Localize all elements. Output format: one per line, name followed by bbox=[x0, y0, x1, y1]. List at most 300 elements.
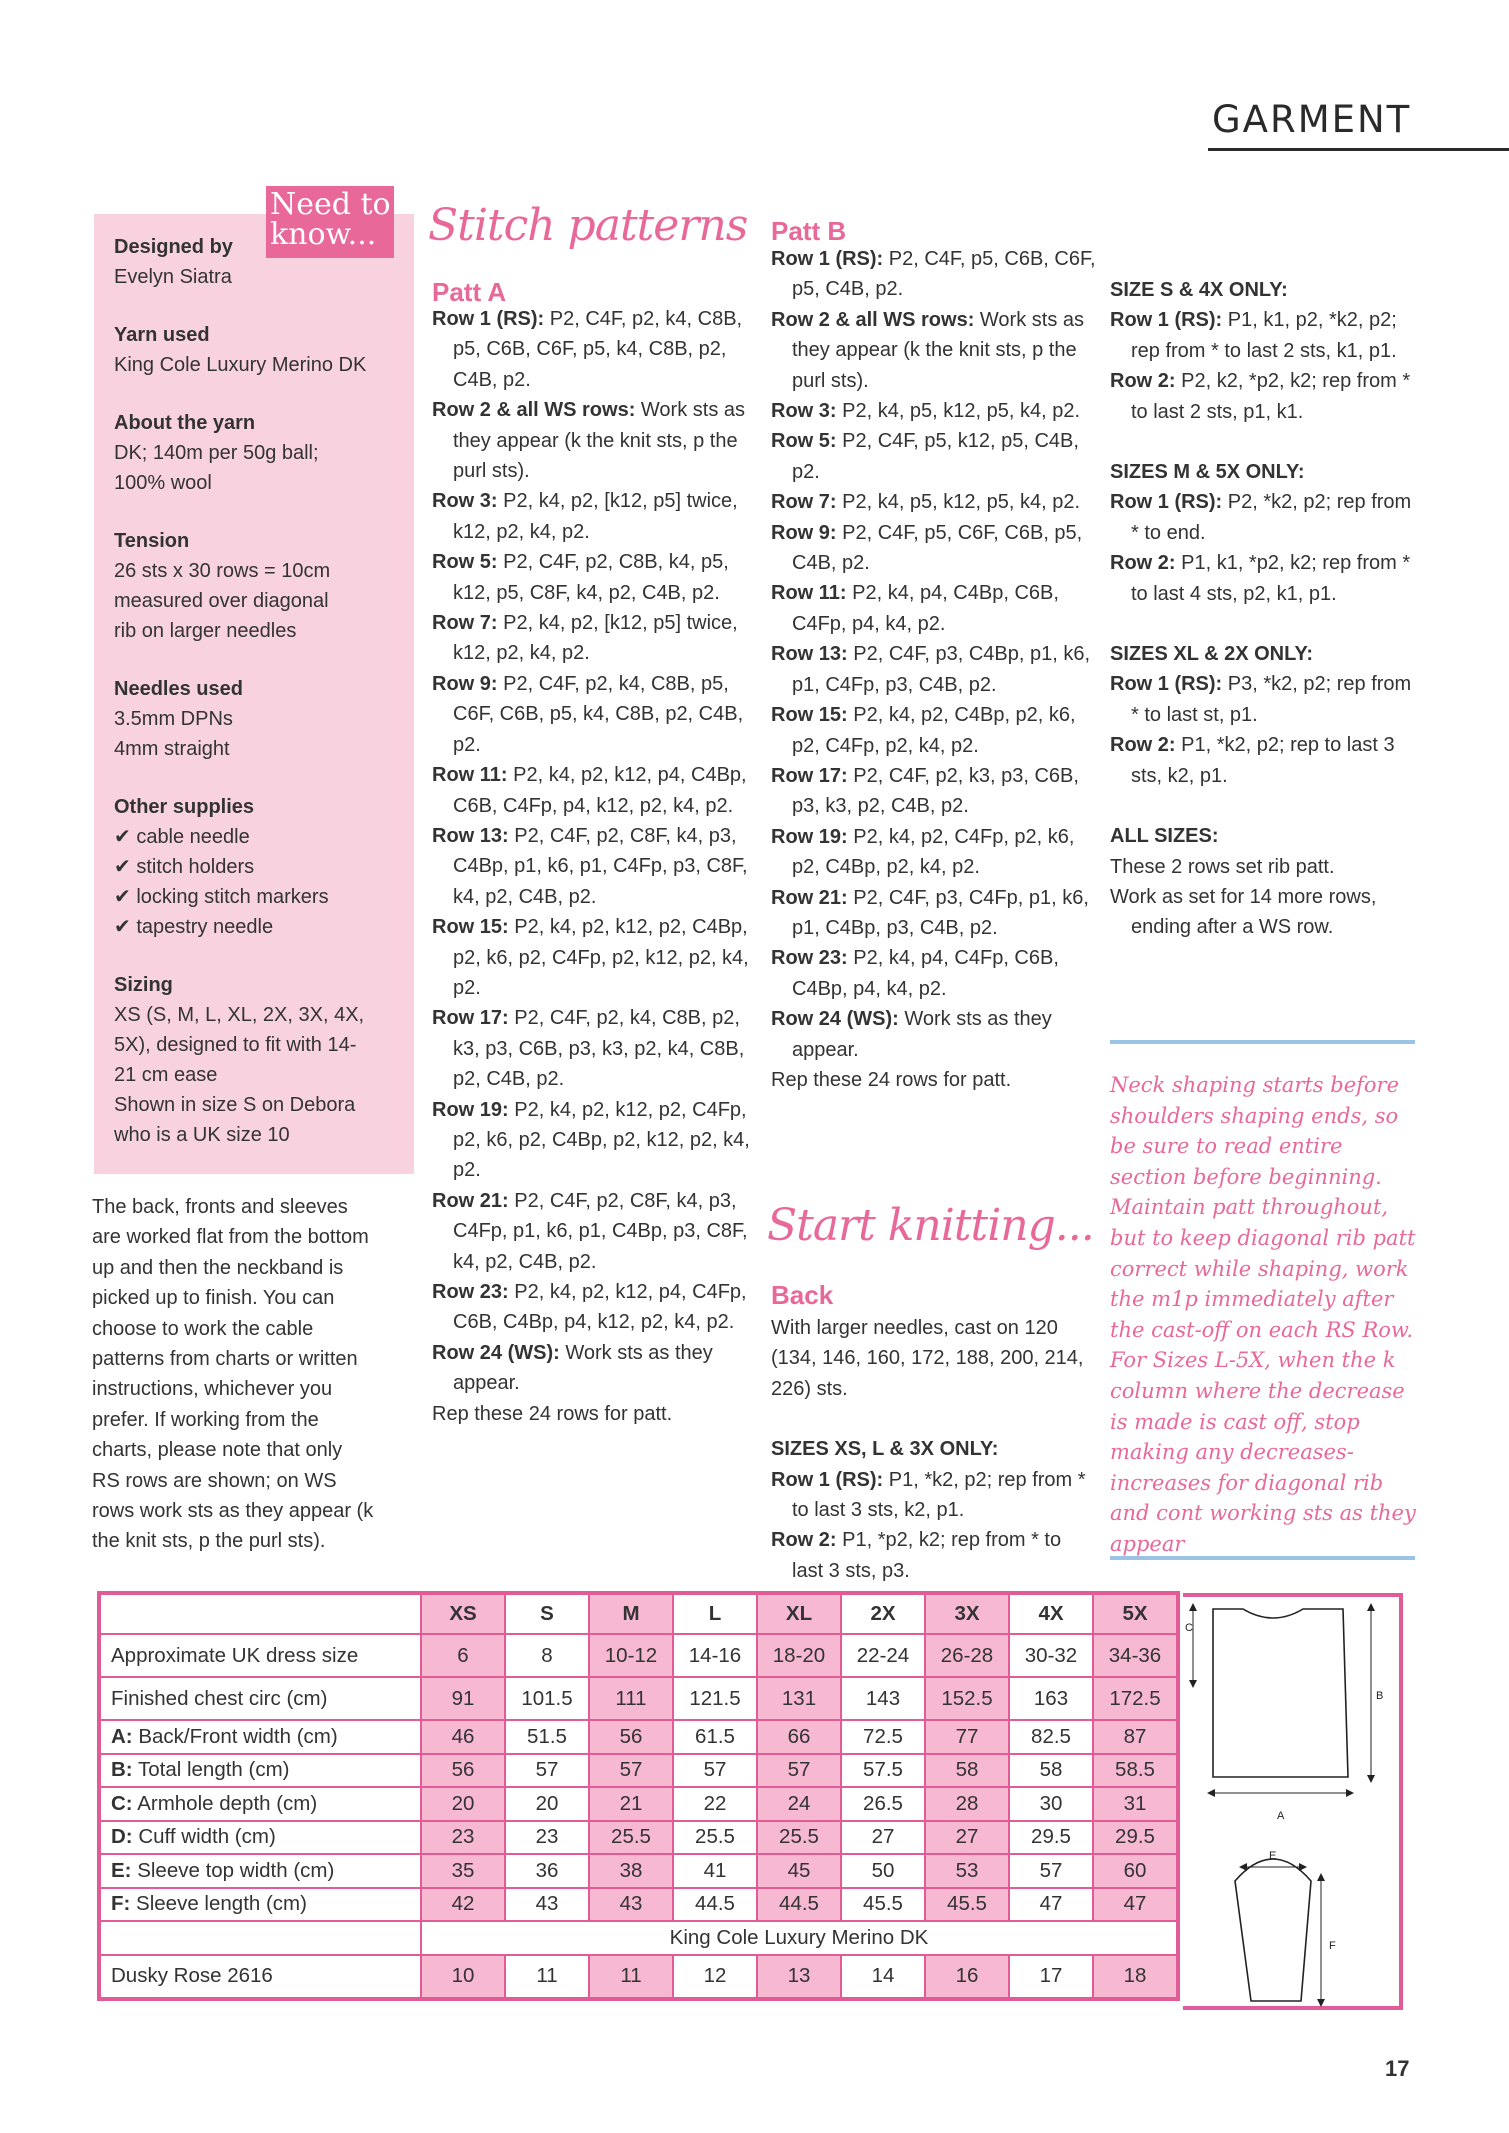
patt-row bbox=[432, 912, 757, 1003]
patt-row bbox=[1110, 548, 1415, 609]
table-cell: 45 bbox=[757, 1854, 841, 1888]
arrow-icon bbox=[1299, 1863, 1307, 1871]
table-cell: 34-36 bbox=[1093, 1634, 1178, 1677]
measure-letter: D: bbox=[111, 1825, 133, 1849]
tension-line: rib on larger needles bbox=[114, 620, 297, 642]
table-cell: 43 bbox=[589, 1888, 673, 1922]
row-text: P2, C4F, p2, C8F, k4, p3, C4Fp, p1, k6, p1, C4Bp, p3, C8F, k4, p2, C4B, p2. bbox=[453, 1189, 748, 1273]
table-cell: 21 bbox=[589, 1787, 673, 1821]
table-cell: 57.5 bbox=[841, 1754, 925, 1788]
patt-row bbox=[1110, 366, 1415, 427]
measure-name: Total length (cm) bbox=[132, 1758, 290, 1782]
patt-a-footer: Rep these 24 rows for patt. bbox=[432, 1402, 673, 1425]
row-label: Row 23: bbox=[771, 947, 848, 970]
table-cell: 36 bbox=[505, 1854, 589, 1888]
table-cell: 47 bbox=[1093, 1888, 1178, 1922]
table-cell: 44.5 bbox=[673, 1888, 757, 1922]
table-cell: 26.5 bbox=[841, 1787, 925, 1821]
table-cell: 22-24 bbox=[841, 1634, 925, 1677]
row-text: P2, k4, p4, C4Fp, C6B, C4Bp, p4, k4, p2. bbox=[792, 947, 1059, 1000]
measure-name: Back/Front width (cm) bbox=[132, 1724, 338, 1748]
row-label-cell bbox=[99, 1720, 421, 1754]
table-row bbox=[99, 1854, 1178, 1888]
table-cell: 57 bbox=[1009, 1854, 1093, 1888]
table-cell: 12 bbox=[673, 1955, 757, 1999]
supplies-group bbox=[114, 792, 404, 942]
sizing-group bbox=[114, 970, 404, 1150]
intro-line: RS rows are shown; on WS bbox=[92, 1469, 337, 1492]
row-label: Row 13: bbox=[432, 824, 509, 847]
spacer bbox=[1110, 791, 1415, 821]
size-header: 5X bbox=[1093, 1593, 1178, 1634]
table-cell: 10 bbox=[421, 1955, 505, 1999]
table-cell: 51.5 bbox=[505, 1720, 589, 1754]
schematic-diagram bbox=[1183, 1593, 1403, 2010]
table-cell: 152.5 bbox=[925, 1677, 1009, 1720]
neck-shaping-tip: Neck shaping starts before shoulders shaping ends, so be sure to read entire section before beginning. Maintain patt throughout, but to keep diagonal rib patt correct while shaping, work the m1p immediately after the cast-off on each RS Row. For Sizes L-5X, when the k column where the decrease is made is cast off, stop making any decreases-increases for diagonal rib and cont working sts as they appear bbox=[1110, 1073, 1416, 1556]
patt-row bbox=[771, 396, 1096, 426]
spacer bbox=[1110, 215, 1415, 245]
stitch-patterns-title: Stitch patterns bbox=[428, 200, 748, 251]
designer-heading: Designed by bbox=[114, 236, 233, 258]
table-cell: 23 bbox=[421, 1821, 505, 1855]
row-text: P2, C4F, p2, k4, C8B, p2, k3, p3, C6B, p3, k3, p2, k4, C8B, p2, C4B, p2. bbox=[453, 1007, 745, 1091]
table-cell: 143 bbox=[841, 1677, 925, 1720]
row-label: Row 3: bbox=[432, 490, 498, 513]
patt-row bbox=[771, 1004, 1096, 1065]
table-cell: 56 bbox=[421, 1754, 505, 1788]
patt-a-heading: Patt A bbox=[432, 277, 507, 307]
table-cell: 172.5 bbox=[1093, 1677, 1178, 1720]
row-label: Row 1 (RS): bbox=[771, 248, 884, 270]
body-outline bbox=[1213, 1609, 1348, 1777]
row-label: Row 11: bbox=[432, 764, 508, 787]
size-header: L bbox=[673, 1593, 757, 1634]
table-cell: 22 bbox=[673, 1787, 757, 1821]
table-cell: 14 bbox=[841, 1955, 925, 1999]
row-label: Row 2: bbox=[771, 1529, 837, 1552]
table-cell: 87 bbox=[1093, 1720, 1178, 1754]
table-cell: 57 bbox=[589, 1754, 673, 1788]
row-text: P2, C4F, p5, C6F, C6B, p5, C4B, p2. bbox=[792, 521, 1083, 575]
measure-name: Approximate UK dress size bbox=[111, 1643, 359, 1667]
row-label: Row 19: bbox=[771, 825, 848, 848]
row-text: P2, k4, p2, C4Bp, p2, k6, p2, C4Fp, p2, k4, p2. bbox=[792, 704, 1076, 757]
colour-label: Dusky Rose 2616 bbox=[99, 1955, 421, 1999]
patt-row bbox=[771, 883, 1096, 944]
sizing-line: Shown in size S on Debora bbox=[114, 1094, 356, 1116]
yarn-heading: Yarn used bbox=[114, 324, 210, 346]
tension-line: measured over diagonal bbox=[114, 590, 329, 612]
row-text: P2, k4, p5, k12, p5, k4, p2. bbox=[836, 491, 1081, 514]
row-label: Row 2: bbox=[1110, 734, 1176, 757]
row-text: P2, k2, *p2, k2; rep from * to last 2 sts, p1, k1. bbox=[1131, 370, 1411, 423]
table-cell: 13 bbox=[757, 1955, 841, 1999]
intro-line: patterns from charts or written bbox=[92, 1348, 358, 1371]
row-label: Row 3: bbox=[771, 400, 837, 423]
intro-line: the knit sts, p the purl sts). bbox=[92, 1530, 326, 1553]
table-cell: 57 bbox=[757, 1754, 841, 1788]
all-sizes-line: Work as set for 14 more rows, ending after a WS row. bbox=[1110, 885, 1377, 939]
table-cell: 30 bbox=[1009, 1787, 1093, 1821]
patt-row bbox=[771, 487, 1096, 517]
yarn-name-cell: King Cole Luxury Merino DK bbox=[421, 1921, 1178, 1955]
measure-letter: B: bbox=[111, 1758, 133, 1782]
sleeve-outline bbox=[1235, 1859, 1311, 2001]
supply-item: ✔ stitch holders bbox=[114, 856, 255, 878]
spacer bbox=[1110, 245, 1415, 275]
patt-row bbox=[1110, 730, 1415, 791]
measure-letter: E: bbox=[111, 1858, 132, 1882]
section-tag: GARMENT bbox=[1212, 98, 1412, 141]
tension-group bbox=[114, 526, 404, 646]
yarn-group bbox=[114, 320, 404, 380]
measure-letter: C: bbox=[111, 1791, 133, 1815]
table-cell: 28 bbox=[925, 1787, 1009, 1821]
table-row bbox=[99, 1677, 1178, 1720]
table-cell: 44.5 bbox=[757, 1888, 841, 1922]
needles-line: 3.5mm DPNs bbox=[114, 708, 233, 730]
table-cell: 17 bbox=[1009, 1955, 1093, 1999]
section-rule bbox=[1208, 148, 1509, 151]
about-yarn-line: 100% wool bbox=[114, 472, 212, 494]
row-text: Work sts as they appear. bbox=[792, 1008, 1052, 1061]
designer-name: Evelyn Siatra bbox=[114, 266, 232, 288]
patt-row bbox=[432, 486, 757, 547]
label-e: E bbox=[1269, 1850, 1277, 1862]
table-cell: 25.5 bbox=[757, 1821, 841, 1855]
arrow-icon bbox=[1189, 1680, 1197, 1688]
table-cell: 46 bbox=[421, 1720, 505, 1754]
row-text: P2, C4F, p2, C8B, k4, p5, k12, p5, C8F, k4, p2, C4B, p2. bbox=[453, 551, 729, 604]
row-label: Row 7: bbox=[432, 612, 498, 635]
row-text: Work sts as they appear (k the knit sts, p the purl sts). bbox=[453, 399, 746, 483]
row-text: Work sts as they appear (k the knit sts, p the purl sts). bbox=[792, 308, 1085, 392]
table-cell: 20 bbox=[421, 1787, 505, 1821]
row-text: P1, *p2, k2; rep from * to last 3 sts, p3. bbox=[792, 1529, 1062, 1582]
patt-b-instructions bbox=[771, 244, 1096, 1095]
table-cell: 6 bbox=[421, 1634, 505, 1677]
badge-line-1: Need to bbox=[270, 187, 391, 222]
about-yarn-group bbox=[114, 408, 404, 498]
row-text: P2, k4, p2, k12, p2, C4Bp, p2, k6, p2, C4Fp, p2, k12, p2, k4, p2. bbox=[453, 916, 749, 999]
needles-line: 4mm straight bbox=[114, 738, 230, 760]
garment-schematic bbox=[1183, 1597, 1399, 2010]
patt-row bbox=[1110, 305, 1415, 366]
table-cell: 101.5 bbox=[505, 1677, 589, 1720]
row-text: P1, *k2, p2; rep from * to last 3 sts, k2, p1. bbox=[792, 1468, 1086, 1522]
table-cell: 38 bbox=[589, 1854, 673, 1888]
row-text: P2, k4, p4, C4Bp, C6B, C4Fp, p4, k4, p2. bbox=[792, 582, 1059, 635]
row-label: Row 9: bbox=[432, 672, 498, 695]
about-yarn-heading: About the yarn bbox=[114, 412, 256, 434]
table-cell: 41 bbox=[673, 1854, 757, 1888]
all-sizes-heading: ALL SIZES: bbox=[1110, 825, 1219, 848]
row-label-cell bbox=[99, 1888, 421, 1922]
arrow-icon bbox=[1317, 1873, 1325, 1881]
table-cell: 16 bbox=[925, 1955, 1009, 1999]
spacer bbox=[771, 1404, 1096, 1434]
row-label: Row 5: bbox=[771, 430, 837, 453]
patt-a-instructions bbox=[432, 304, 757, 1429]
patt-row bbox=[432, 1277, 757, 1338]
table-cell: 50 bbox=[841, 1854, 925, 1888]
sizes-xl-2x-heading: SIZES XL & 2X ONLY: bbox=[1110, 643, 1314, 666]
measure-name: Sleeve top width (cm) bbox=[131, 1858, 335, 1882]
intro-line: prefer. If working from the bbox=[92, 1408, 319, 1431]
row-label: Row 2 & all WS rows: bbox=[771, 308, 975, 331]
patt-row bbox=[1110, 669, 1415, 730]
row-label: Row 24 (WS): bbox=[432, 1341, 560, 1364]
table-cell: 66 bbox=[757, 1720, 841, 1754]
patt-row bbox=[432, 395, 757, 486]
table-cell: 56 bbox=[589, 1720, 673, 1754]
row-label-cell bbox=[99, 1677, 421, 1720]
row-text: P1, k1, *p2, k2; rep from * to last 4 sts, p2, k1, p1. bbox=[1131, 552, 1411, 605]
patt-row bbox=[771, 305, 1096, 396]
sizing-line: 5X), designed to fit with 14- bbox=[114, 1034, 357, 1056]
intro-line: charts, please note that only bbox=[92, 1439, 343, 1462]
row-label: Row 15: bbox=[432, 916, 509, 939]
needles-heading: Needles used bbox=[114, 678, 243, 700]
sizing-heading: Sizing bbox=[114, 974, 173, 996]
intro-line: are worked flat from the bottom bbox=[92, 1226, 369, 1249]
intro-line: choose to work the cable bbox=[92, 1317, 314, 1340]
patt-row bbox=[432, 821, 757, 912]
patt-row bbox=[771, 426, 1096, 487]
patt-b-footer: Rep these 24 rows for patt. bbox=[771, 1068, 1012, 1091]
row-label: Row 17: bbox=[771, 764, 848, 787]
table-cell: 47 bbox=[1009, 1888, 1093, 1922]
table-cell: 29.5 bbox=[1009, 1821, 1093, 1855]
patt-row bbox=[771, 244, 1096, 305]
sizes-xs-l-3x-heading: SIZES XS, L & 3X ONLY: bbox=[771, 1438, 999, 1461]
about-yarn-line: DK; 140m per 50g ball; bbox=[114, 442, 319, 464]
size-header: M bbox=[589, 1593, 673, 1634]
row-label-cell bbox=[99, 1787, 421, 1821]
row-label: Row 11: bbox=[771, 582, 847, 605]
intro-line: up and then the neckband is bbox=[92, 1256, 344, 1279]
back-cast-on: With larger needles, cast on 120 (134, 146, 160, 172, 188, 200, 214, 226) sts. bbox=[771, 1317, 1084, 1400]
sidebar-content bbox=[114, 232, 404, 1178]
measure-name: Finished chest circ (cm) bbox=[111, 1686, 328, 1710]
patt-row bbox=[432, 760, 757, 821]
table-cell: 111 bbox=[589, 1677, 673, 1720]
label-b: B bbox=[1376, 1690, 1384, 1702]
row-label-cell bbox=[99, 1634, 421, 1677]
table-row bbox=[99, 1634, 1178, 1677]
size-header: 2X bbox=[841, 1593, 925, 1634]
patt-b-heading: Patt B bbox=[771, 216, 847, 246]
arrow-icon bbox=[1346, 1789, 1354, 1797]
tip-rule-bottom bbox=[1110, 1556, 1415, 1560]
label-c: C bbox=[1185, 1622, 1193, 1634]
row-text: P2, C4F, p2, k4, C8B, p5, C6F, C6B, p5, k4, C8B, p2, C4B, p2. bbox=[453, 672, 744, 756]
sizing-line: XS (S, M, L, XL, 2X, 3X, 4X, bbox=[114, 1004, 365, 1026]
row-label: Row 23: bbox=[432, 1281, 509, 1303]
table-cell: 23 bbox=[505, 1821, 589, 1855]
intro-paragraph bbox=[92, 1192, 404, 1557]
size-header-row bbox=[99, 1593, 1178, 1634]
sizes-m-5x-heading: SIZES M & 5X ONLY: bbox=[1110, 461, 1305, 484]
row-text: P2, k4, p2, k12, p4, C4Bp, C6B, C4Fp, p4, k12, p2, k4, p2. bbox=[453, 764, 747, 817]
arrow-icon bbox=[1317, 1999, 1325, 2007]
table-cell: 77 bbox=[925, 1720, 1009, 1754]
row-text: P2, k4, p5, k12, p5, k4, p2. bbox=[836, 400, 1081, 423]
badge-line-2: know... bbox=[270, 217, 377, 252]
table-cell: 72.5 bbox=[841, 1720, 925, 1754]
patt-row bbox=[432, 1186, 757, 1277]
row-text: P2, k4, p2, [k12, p5] twice, k12, p2, k4, p2. bbox=[453, 490, 738, 543]
row-label: Row 17: bbox=[432, 1007, 509, 1030]
table-cell: 18-20 bbox=[757, 1634, 841, 1677]
back-heading: Back bbox=[771, 1280, 834, 1310]
row-text: P2, k4, p2, [k12, p5] twice, k12, p2, k4, p2. bbox=[453, 612, 738, 665]
arrow-icon bbox=[1239, 1863, 1247, 1871]
row-label: Row 9: bbox=[771, 521, 837, 544]
page-number: 17 bbox=[1385, 2056, 1410, 2081]
table-cell: 18 bbox=[1093, 1955, 1178, 1999]
size-table bbox=[97, 1591, 1180, 2001]
table-cell: 8 bbox=[505, 1634, 589, 1677]
patt-row bbox=[432, 1003, 757, 1094]
table-cell: 57 bbox=[505, 1754, 589, 1788]
arrow-icon bbox=[1207, 1789, 1215, 1797]
row-text: P2, C4F, p2, k3, p3, C6B, p3, k3, p2, C4B, p2. bbox=[792, 764, 1079, 818]
table-cell: 58 bbox=[925, 1754, 1009, 1788]
row-label: Row 2: bbox=[1110, 552, 1176, 575]
row-text: P2, k4, p2, k12, p2, C4Fp, p2, k6, p2, C4Bp, p2, k12, p2, k4, p2. bbox=[453, 1098, 750, 1182]
table-row bbox=[99, 1754, 1178, 1788]
table-cell: 25.5 bbox=[589, 1821, 673, 1855]
row-label: Row 13: bbox=[771, 643, 848, 666]
table-cell: 11 bbox=[505, 1955, 589, 1999]
patt-row bbox=[432, 547, 757, 608]
table-cell: 42 bbox=[421, 1888, 505, 1922]
row-label: Row 21: bbox=[771, 886, 848, 909]
patt-row bbox=[771, 1465, 1096, 1526]
row-label-cell bbox=[99, 1821, 421, 1855]
supply-item: ✔ tapestry needle bbox=[114, 916, 274, 938]
intro-line: instructions, whichever you bbox=[92, 1378, 333, 1401]
yarn-name: King Cole Luxury Merino DK bbox=[114, 354, 367, 376]
row-label: Row 1 (RS): bbox=[771, 1468, 884, 1491]
colour-row bbox=[99, 1955, 1178, 1999]
back-instructions bbox=[771, 1313, 1096, 1586]
supplies-heading: Other supplies bbox=[114, 796, 255, 818]
patt-row bbox=[771, 761, 1096, 822]
table-cell: 29.5 bbox=[1093, 1821, 1178, 1855]
patt-row bbox=[771, 943, 1096, 1004]
table-cell: 27 bbox=[841, 1821, 925, 1855]
tension-heading: Tension bbox=[114, 530, 190, 552]
size-header: XL bbox=[757, 1593, 841, 1634]
row-text: P2, C4F, p5, C6B, C6F, p5, C4B, p2. bbox=[792, 248, 1096, 301]
table-row bbox=[99, 1821, 1178, 1855]
spacer bbox=[1110, 427, 1415, 457]
row-text: P2, *k2, p2; rep from * to end. bbox=[1131, 491, 1412, 544]
table-cell: 121.5 bbox=[673, 1677, 757, 1720]
table-cell: 58.5 bbox=[1093, 1754, 1178, 1788]
row-label: Row 21: bbox=[432, 1189, 509, 1212]
row-label: Row 15: bbox=[771, 704, 848, 727]
patt-row bbox=[771, 578, 1096, 639]
patt-row bbox=[771, 639, 1096, 700]
arrow-icon bbox=[1367, 1603, 1375, 1611]
supply-item: ✔ locking stitch markers bbox=[114, 886, 329, 908]
table-cell: 30-32 bbox=[1009, 1634, 1093, 1677]
table-row bbox=[99, 1787, 1178, 1821]
table-cell: 82.5 bbox=[1009, 1720, 1093, 1754]
table-cell: 131 bbox=[757, 1677, 841, 1720]
yarn-row bbox=[99, 1921, 1178, 1955]
sizing-line: who is a UK size 10 bbox=[114, 1124, 290, 1146]
table-cell: 91 bbox=[421, 1677, 505, 1720]
patt-row bbox=[432, 304, 757, 395]
row-text: P2, C4F, p3, C4Fp, p1, k6, p1, C4Bp, p3, C4B, p2. bbox=[792, 886, 1089, 939]
table-cell: 43 bbox=[505, 1888, 589, 1922]
intro-line: The back, fronts and sleeves bbox=[92, 1196, 348, 1218]
yarn-row-blank bbox=[99, 1921, 421, 1955]
sizes-instructions bbox=[1110, 215, 1415, 943]
measure-name: Cuff width (cm) bbox=[132, 1825, 276, 1849]
size-header: S bbox=[505, 1593, 589, 1634]
arrow-icon bbox=[1367, 1775, 1375, 1783]
table-cell: 24 bbox=[757, 1787, 841, 1821]
patt-row bbox=[432, 669, 757, 760]
row-text: P2, k4, p2, k12, p4, C4Fp, C6B, C4Bp, p4, k12, p2, k4, p2. bbox=[453, 1281, 747, 1334]
patt-row bbox=[771, 518, 1096, 579]
row-label: Row 1 (RS): bbox=[1110, 491, 1223, 514]
row-label-cell bbox=[99, 1854, 421, 1888]
arrow-icon bbox=[1189, 1603, 1197, 1611]
table-cell: 10-12 bbox=[589, 1634, 673, 1677]
designer-group bbox=[114, 232, 404, 292]
table-cell: 31 bbox=[1093, 1787, 1178, 1821]
tension-line: 26 sts x 30 rows = 10cm bbox=[114, 560, 331, 582]
header-label-cell bbox=[99, 1593, 421, 1634]
needles-group bbox=[114, 674, 404, 764]
size-header: 4X bbox=[1009, 1593, 1093, 1634]
row-text: P2, C4F, p3, C4Bp, p1, k6, p1, C4Fp, p3, C4B, p2. bbox=[792, 643, 1091, 696]
row-label: Row 2 & all WS rows: bbox=[432, 399, 636, 422]
table-row bbox=[99, 1888, 1178, 1922]
size-header: XS bbox=[421, 1593, 505, 1634]
patt-row bbox=[432, 1095, 757, 1186]
start-knitting-title: Start knitting... bbox=[767, 1200, 1094, 1251]
table-cell: 25.5 bbox=[673, 1821, 757, 1855]
table-cell: 14-16 bbox=[673, 1634, 757, 1677]
patt-row bbox=[432, 1338, 757, 1399]
row-label: Row 5: bbox=[432, 551, 498, 574]
spacer bbox=[1110, 609, 1415, 639]
table-row bbox=[99, 1720, 1178, 1754]
label-f: F bbox=[1329, 1940, 1336, 1952]
measure-letter: A: bbox=[111, 1724, 133, 1748]
row-text: P3, *k2, p2; rep from * to last st, p1. bbox=[1131, 673, 1412, 726]
row-text: P1, k1, p2, *k2, p2; rep from * to last 2 sts, k1, p1. bbox=[1131, 309, 1397, 362]
measure-name: Armhole depth (cm) bbox=[132, 1791, 318, 1815]
row-text: P2, k4, p2, C4Fp, p2, k6, p2, C4Bp, p2, k4, p2. bbox=[792, 825, 1075, 879]
row-text: Work sts as they appear. bbox=[453, 1341, 713, 1395]
row-label: Row 24 (WS): bbox=[771, 1008, 899, 1031]
patt-row bbox=[771, 1525, 1096, 1586]
table-cell: 53 bbox=[925, 1854, 1009, 1888]
row-label: Row 1 (RS): bbox=[432, 308, 545, 330]
patt-row bbox=[1110, 487, 1415, 548]
size-header: 3X bbox=[925, 1593, 1009, 1634]
all-sizes-line: These 2 rows set rib patt. bbox=[1110, 855, 1335, 878]
